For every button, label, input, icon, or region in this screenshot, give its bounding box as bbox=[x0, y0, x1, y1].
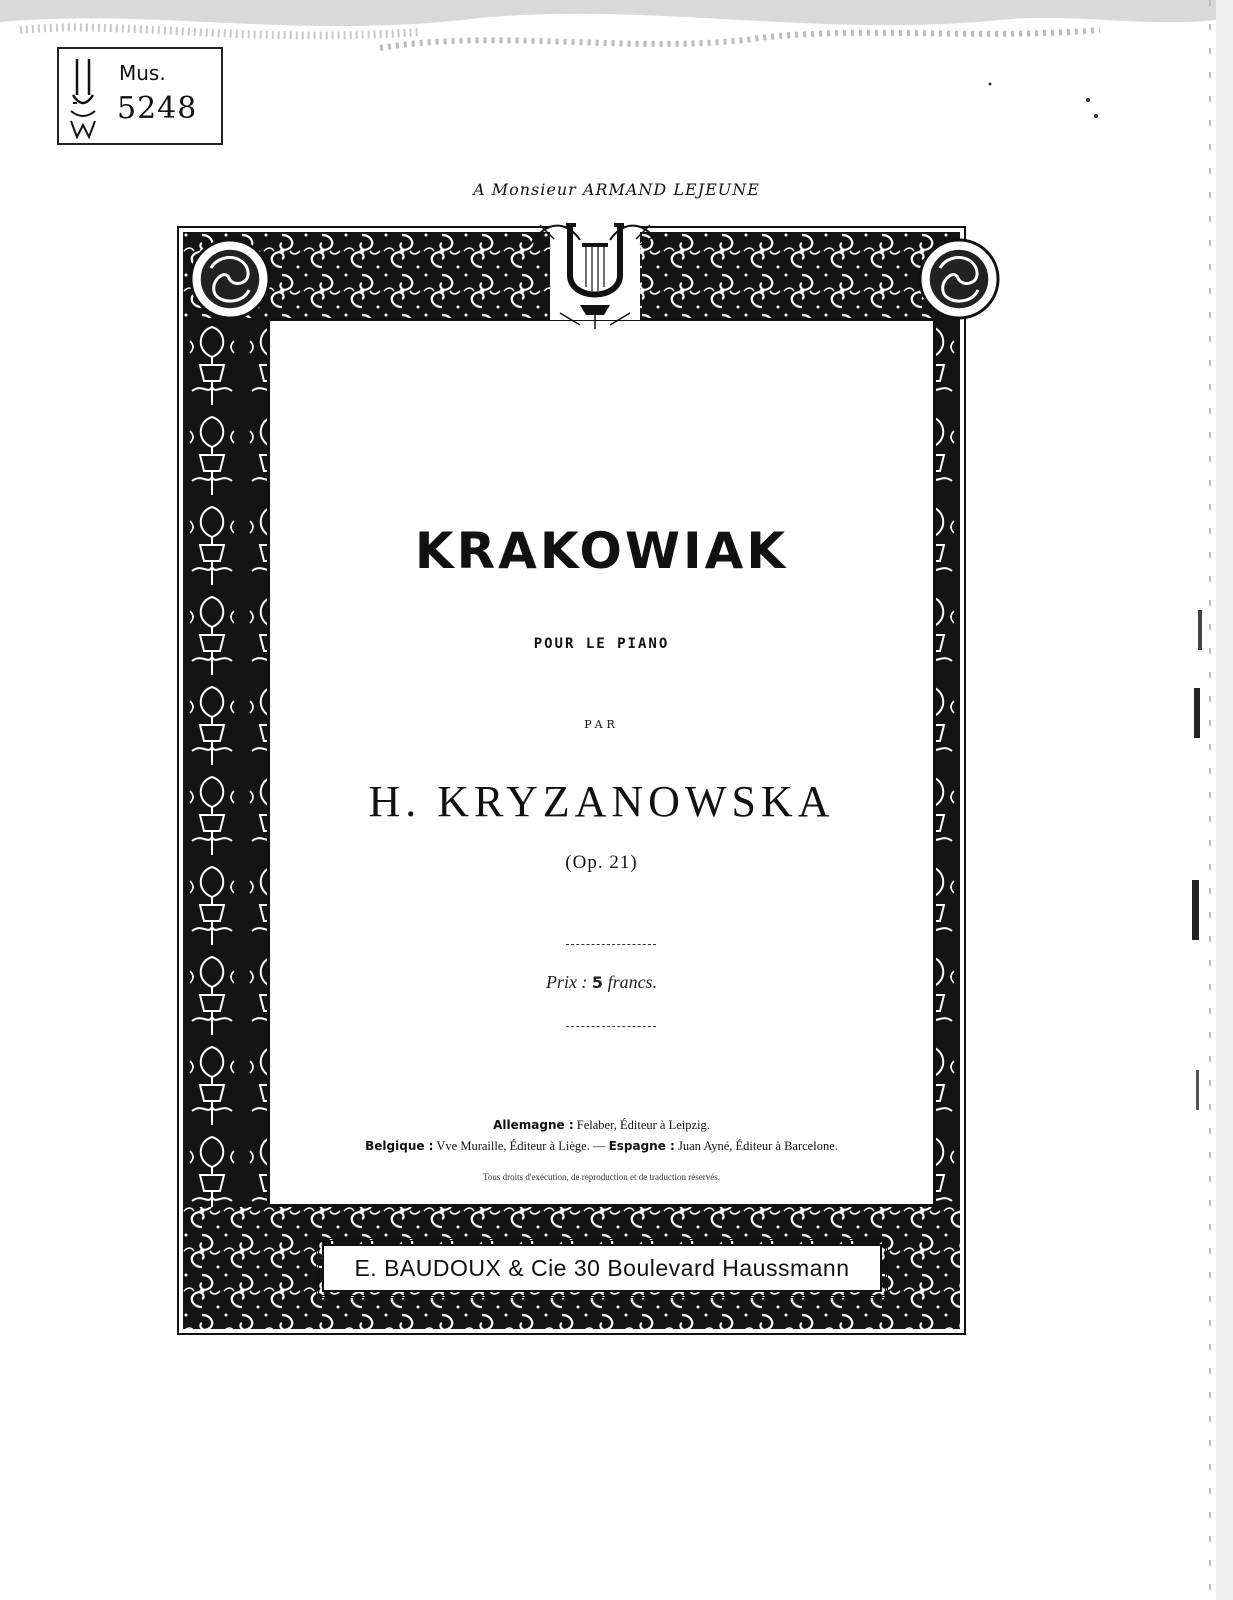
country-spain: Espagne : bbox=[608, 1139, 675, 1153]
country-belgium: Belgique : bbox=[365, 1139, 434, 1153]
page-edge-shadow bbox=[1180, 0, 1233, 1600]
price-line bbox=[267, 972, 936, 993]
stamp-number: 5248 bbox=[117, 91, 198, 126]
composer-name: H. KRYZANOWSKA bbox=[368, 777, 835, 826]
library-stamp bbox=[57, 47, 223, 145]
price-unit: francs. bbox=[607, 972, 658, 992]
library-monogram-icon bbox=[67, 55, 111, 139]
agent-line-belgium-spain bbox=[267, 1139, 936, 1154]
stamp-label: Mus. bbox=[119, 61, 166, 85]
by-line: PAR bbox=[584, 718, 619, 731]
title-panel bbox=[267, 318, 936, 1207]
work-title: KRAKOWIAK bbox=[414, 522, 789, 580]
corner-medallion-left bbox=[189, 238, 271, 320]
lyre-icon bbox=[520, 205, 670, 330]
agent-belgium: Vve Muraille, Éditeur à Liège. — bbox=[436, 1139, 606, 1153]
price-amount: 5 bbox=[591, 973, 604, 992]
rights-notice: Tous droits d'exécution, de reproduction et de traduction réservés. bbox=[483, 1172, 720, 1182]
publisher-plaque: E. BAUDOUX & Cie 30 Boulevard Haussmann bbox=[322, 1244, 882, 1292]
price-label: Prix : bbox=[545, 972, 588, 992]
divider-top bbox=[566, 944, 656, 945]
divider-bottom bbox=[566, 1026, 656, 1027]
opus-number: (Op. 21) bbox=[565, 852, 638, 873]
country-germany: Allemagne : bbox=[493, 1118, 574, 1132]
agent-germany: Felaber, Éditeur à Leipzig. bbox=[576, 1118, 710, 1132]
dedication: A Monsieur ARMAND LEJEUNE bbox=[473, 180, 760, 199]
agent-line-germany bbox=[267, 1118, 936, 1133]
instrument-line: POUR LE PIANO bbox=[533, 636, 670, 652]
agent-spain: Juan Ayné, Éditeur à Barcelone. bbox=[677, 1139, 838, 1153]
corner-medallion-right bbox=[918, 238, 1000, 320]
